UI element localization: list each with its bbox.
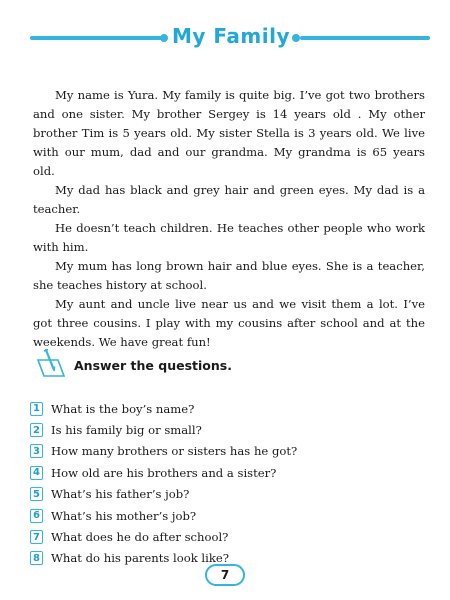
question-item bbox=[30, 441, 430, 462]
title-dot-right bbox=[292, 34, 300, 42]
task-title: Answer the questions. bbox=[74, 358, 232, 373]
question-item bbox=[30, 484, 430, 505]
question-item bbox=[30, 419, 430, 440]
question-text: What is the boy’s name? bbox=[51, 401, 195, 416]
question-number: 4 bbox=[30, 466, 43, 480]
question-number: 8 bbox=[30, 551, 43, 565]
page-number: 7 bbox=[205, 564, 245, 586]
question-number: 5 bbox=[30, 487, 43, 501]
question-text: What does he do after school? bbox=[51, 530, 229, 545]
story-paragraph: My name is Yura. My family is quite big. I’ve got two brothers and one sister. My brother Sergey is 14 years old . My other brother Tim is 5 years old. My sister Stella is 3 years old. We live with our mum, dad and our grandma. My grandma is 65 years old. bbox=[33, 88, 425, 178]
story-paragraph: He doesn’t teach children. He teaches other people who work with him. bbox=[33, 221, 425, 254]
question-text: What’s his father’s job? bbox=[51, 487, 190, 502]
question-text: What’s his mother’s job? bbox=[51, 508, 197, 523]
question-number: 2 bbox=[30, 423, 43, 437]
question-item bbox=[30, 462, 430, 483]
question-text: How many brothers or sisters has he got? bbox=[51, 444, 298, 459]
question-text: How old are his brothers and a sister? bbox=[51, 465, 277, 480]
question-number: 6 bbox=[30, 509, 43, 523]
question-item bbox=[30, 526, 430, 547]
question-number: 7 bbox=[30, 530, 43, 544]
pencil-task-icon bbox=[32, 348, 68, 380]
question-number: 1 bbox=[30, 402, 43, 416]
story-paragraph: My dad has black and grey hair and green eyes. My dad is a teacher. bbox=[33, 183, 425, 216]
title-rule-left bbox=[30, 36, 162, 40]
title-rule-right bbox=[300, 36, 430, 40]
title-dot-left bbox=[160, 34, 168, 42]
question-text: What do his parents look like? bbox=[51, 551, 229, 566]
questions-list bbox=[30, 398, 430, 569]
question-item bbox=[30, 505, 430, 526]
page-title: My Family bbox=[172, 24, 290, 48]
question-number: 3 bbox=[30, 444, 43, 458]
title-banner bbox=[30, 24, 430, 52]
story-paragraph: My aunt and uncle live near us and we visit them a lot. I’ve got three cousins. I play with my cousins after school and at the weekends. We have great fun! bbox=[33, 297, 425, 349]
page-number-badge bbox=[205, 564, 245, 586]
question-text: Is his family big or small? bbox=[51, 423, 202, 438]
question-item bbox=[30, 398, 430, 419]
story-paragraph: My mum has long brown hair and blue eyes. She is a teacher, she teaches history at school. bbox=[33, 259, 425, 292]
story-text bbox=[33, 86, 425, 352]
